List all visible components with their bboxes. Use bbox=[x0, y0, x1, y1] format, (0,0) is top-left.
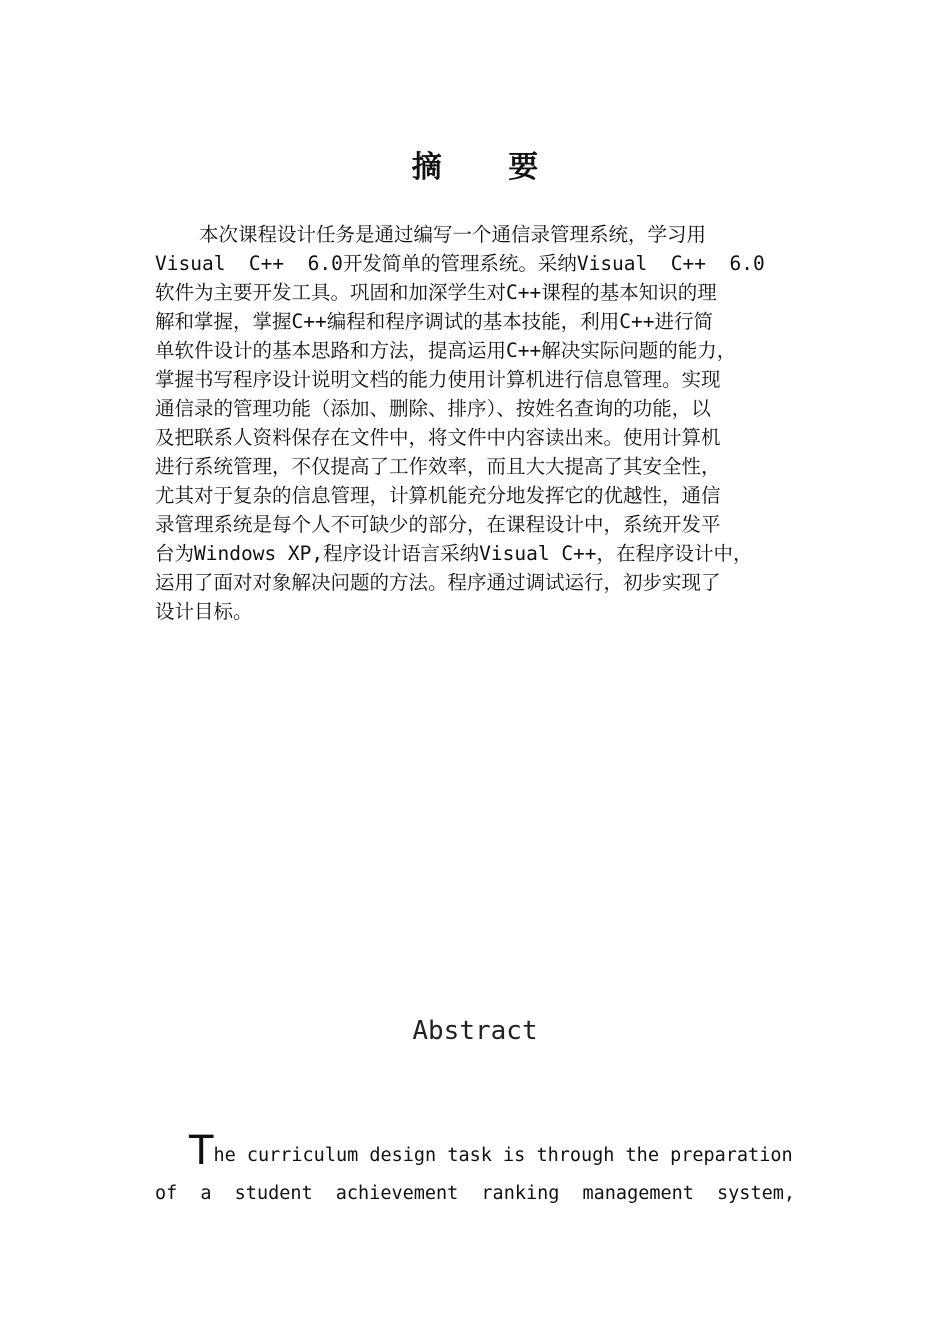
chinese-abstract-body bbox=[155, 220, 815, 626]
english-word: achievement bbox=[335, 1183, 459, 1204]
chinese-abstract-line: 进行系统管理，不仅提高了工作效率，而且大大提高了其安全性， bbox=[155, 455, 721, 478]
chinese-abstract-line: 运用了面对对象解决问题的方法。程序通过调试运行，初步实现了 bbox=[155, 571, 721, 594]
english-abstract-line bbox=[155, 1128, 795, 1174]
chinese-abstract-line: 软件为主要开发工具。巩固和加深学生对C++课程的基本知识的理 bbox=[155, 281, 717, 304]
chinese-abstract-line: 单软件设计的基本思路和方法，提高运用C++解决实际问题的能力， bbox=[155, 339, 737, 362]
chinese-abstract-line: 录管理系统是每个人不可缺少的部分，在课程设计中，系统开发平 bbox=[155, 513, 721, 536]
chinese-abstract-line: 设计目标。 bbox=[155, 600, 253, 623]
english-word: a bbox=[200, 1183, 212, 1204]
chinese-abstract-line: Visual C++ 6.0开发简单的管理系统。采纳Visual C++ 6.0 bbox=[155, 252, 765, 275]
english-word: system, bbox=[717, 1183, 795, 1204]
chinese-abstract-line: 及把联系人资料保存在文件中，将文件中内容读出来。使用计算机 bbox=[155, 426, 721, 449]
english-abstract-title: Abstract bbox=[412, 1016, 538, 1046]
chinese-abstract-line: 本次课程设计任务是通过编写一个通信录管理系统，学习用 bbox=[199, 223, 707, 246]
chinese-abstract-line: 通信录的管理功能（添加、删除、排序）、按姓名查询的功能，以 bbox=[155, 397, 711, 420]
english-word: ranking bbox=[481, 1183, 560, 1204]
english-abstract-body bbox=[155, 1128, 795, 1206]
chinese-abstract-title: 摘 要 bbox=[411, 150, 567, 185]
english-word: of bbox=[155, 1183, 178, 1204]
english-word: student bbox=[234, 1183, 313, 1204]
chinese-abstract-line: 台为Windows XP,程序设计语言采纳Visual C++，在程序设计中， bbox=[155, 542, 753, 565]
chinese-abstract-line: 掌握书写程序设计说明文档的能力使用计算机进行信息管理。实现 bbox=[155, 368, 721, 391]
drop-cap-letter: T bbox=[189, 1128, 214, 1174]
english-abstract-line bbox=[155, 1168, 795, 1206]
chinese-abstract-line: 尤其对于复杂的信息管理，计算机能充分地发挥它的优越性，通信 bbox=[155, 484, 721, 507]
english-word: management bbox=[582, 1183, 694, 1204]
english-abstract-line-text: he curriculum design task is through the preparation bbox=[213, 1145, 793, 1166]
chinese-abstract-line: 解和掌握，掌握C++编程和程序调试的基本技能，利用C++进行简 bbox=[155, 310, 713, 333]
